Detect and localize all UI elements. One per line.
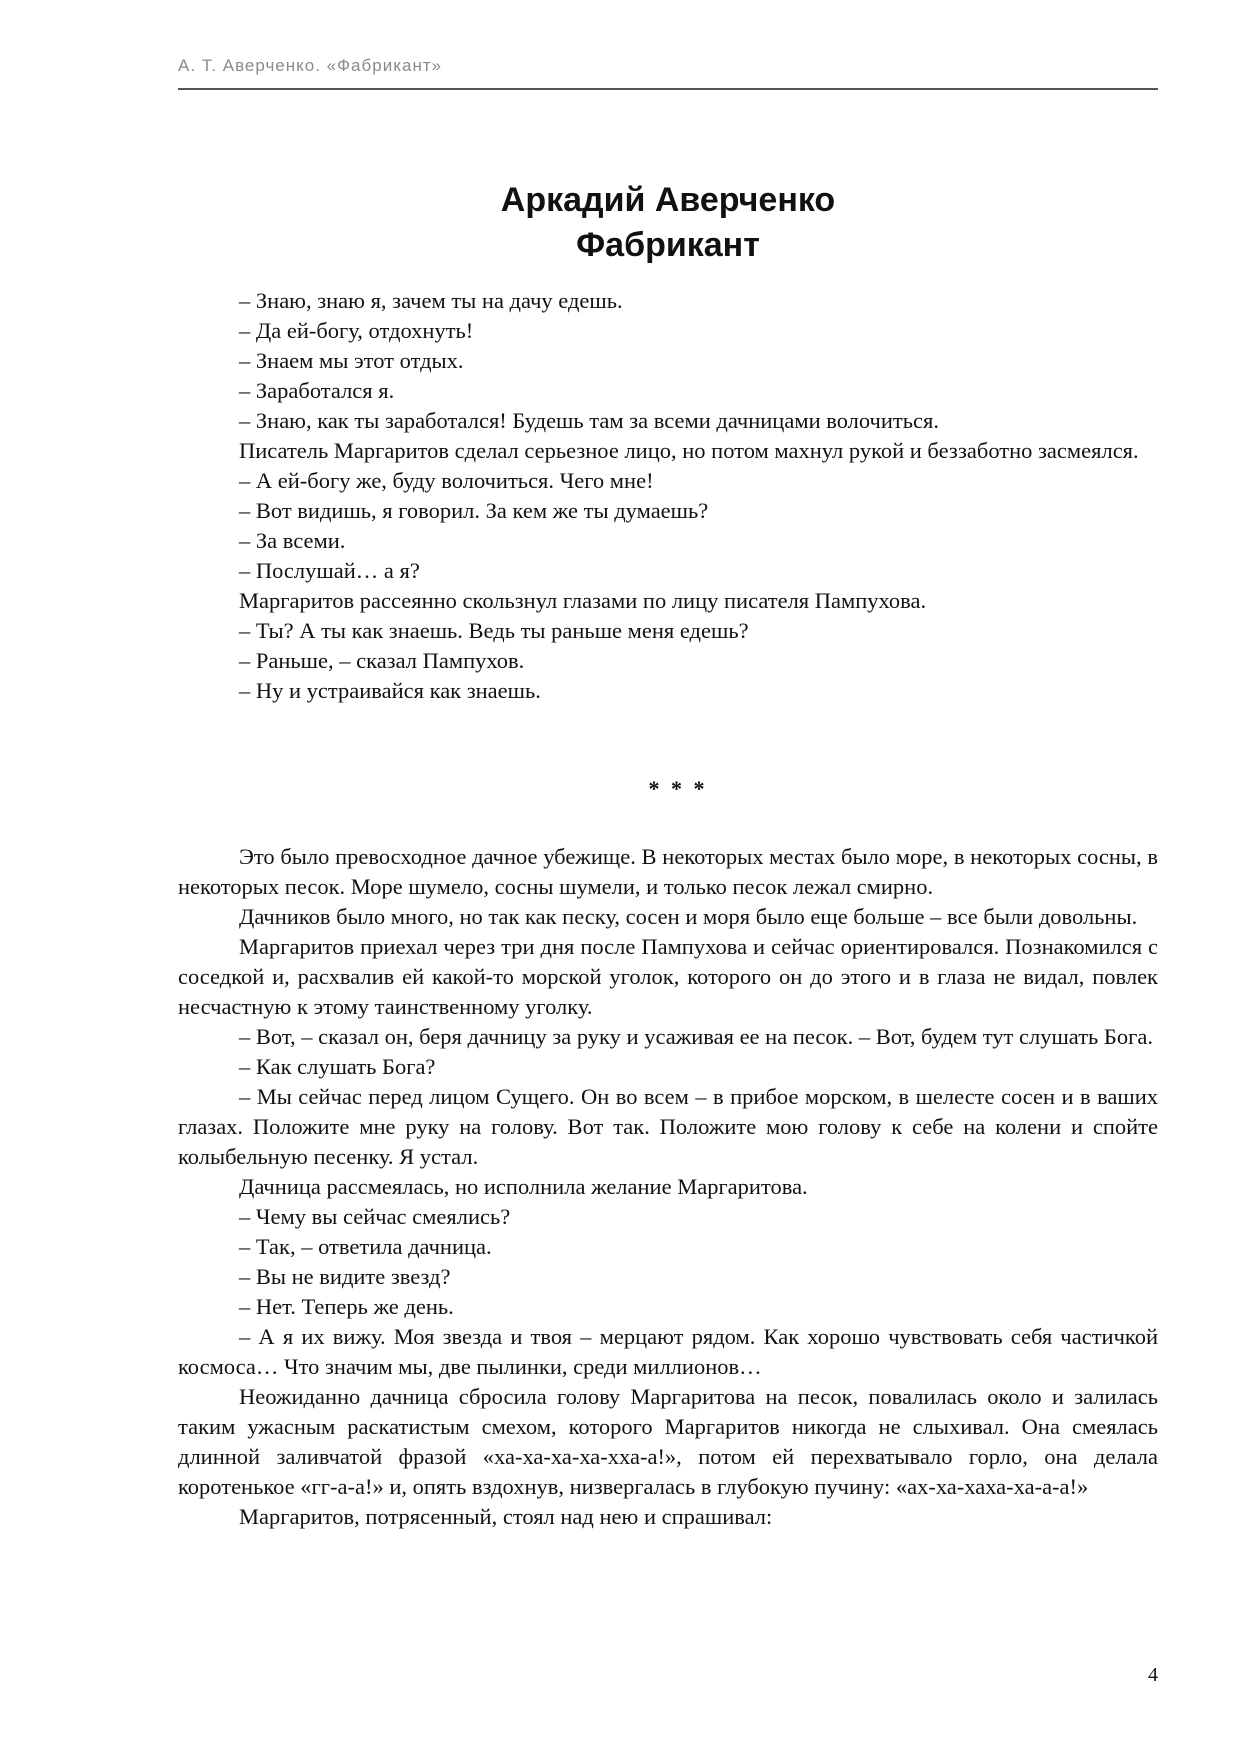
paragraph: Писатель Маргаритов сделал серьезное лицо, но потом махнул рукой и беззаботно засмеялся. [239,438,1139,463]
paragraph: – Так, – ответила дачница. [239,1234,492,1259]
paragraph: Маргаритов, потрясенный, стоял над нею и спрашивал: [239,1504,773,1529]
paragraph: – Нет. Теперь же день. [239,1294,454,1319]
running-head: А. Т. Аверченко. «Фабрикант» [178,56,443,75]
paragraph: – Ну и устраивайся как знаешь. [239,678,541,703]
dialogue-section [178,286,1158,706]
paragraph: – Знаем мы этот отдых. [239,348,464,373]
paragraph: – А я их вижу. Моя звезда и твоя – мерцают рядом. Как хорошо чувствовать себя частичкой космоса… Что значим мы, две пылинки, среди миллионов… [178,1324,1158,1379]
paragraph: – Вот видишь, я говорил. За кем же ты думаешь? [239,498,709,523]
paragraph: – Раньше, – сказал Пампухов. [239,648,525,673]
paragraph: – Заработался я. [239,378,395,403]
paragraph: Неожиданно дачница сбросила голову Маргаритова на песок, повалилась около и залилась таким ужасным раскатистым смехом, которого Маргаритов никогда не слыхивал. Она смеялась длинной заливчатой фразой «ха-ха-ха-ха-хха-а!», потом ей перехватывало горло, она делала коротенькое «гг-а-а!» и, опять вздохнув, низвергалась в глубокую пучину: «ах-ха-хаха-ха-а-а!» [178,1384,1158,1499]
title-block [178,178,1158,268]
work-title: Фабрикант [576,226,760,264]
paragraph: – Послушай… а я? [239,558,420,583]
paragraph: – Чему вы сейчас смеялись? [239,1204,511,1229]
paragraph: Маргаритов рассеянно скользнул глазами по лицу писателя Пампухова. [239,588,927,613]
paragraph: – Как слушать Бога? [239,1054,436,1079]
paragraph: – Знаю, знаю я, зачем ты на дачу едешь. [239,288,623,313]
section-separator: * * * [648,776,708,801]
paragraph: – Да ей-богу, отдохнуть! [239,318,474,343]
body-section [178,842,1158,1532]
paragraph: – За всеми. [239,528,346,553]
paragraph: Это было превосходное дачное убежище. В некоторых местах было море, в некоторых сосны, в некоторых песок. Море шумело, сосны шумели, и только песок лежал смирно. [178,844,1158,899]
paragraph: – А ей-богу же, буду волочиться. Чего мне! [239,468,654,493]
page-number: 4 [1148,1664,1158,1686]
header-rule [178,88,1158,90]
paragraph: – Ты? А ты как знаешь. Ведь ты раньше меня едешь? [239,618,749,643]
paragraph: – Мы сейчас перед лицом Сущего. Он во всем – в прибое морском, в шелесте сосен и в ваших глазах. Положите мне руку на голову. Вот так. Положите мою голову к себе на колени и спойте колыбельную песенку. Я устал. [178,1084,1158,1169]
paragraph: Дачница рассмеялась, но исполнила желание Маргаритова. [239,1174,808,1199]
paragraph: – Знаю, как ты заработался! Будешь там за всеми дачницами волочиться. [239,408,939,433]
paragraph: Дачников было много, но так как песку, сосен и моря было еще больше – все были довольны. [239,904,1138,929]
author-title: Аркадий Аверченко [500,181,836,219]
paragraph: – Вот, – сказал он, беря дачницу за руку и усаживая ее на песок. – Вот, будем тут слушать Бога. [239,1024,1153,1049]
paragraph: Маргаритов приехал через три дня после Пампухова и сейчас ориентировался. Познакомился с соседкой и, расхвалив ей какой-то морской уголок, которого он до этого и в глаза не видал, повлек несчастную к этому таинственному уголку. [178,934,1158,1019]
paragraph: – Вы не видите звезд? [239,1264,451,1289]
